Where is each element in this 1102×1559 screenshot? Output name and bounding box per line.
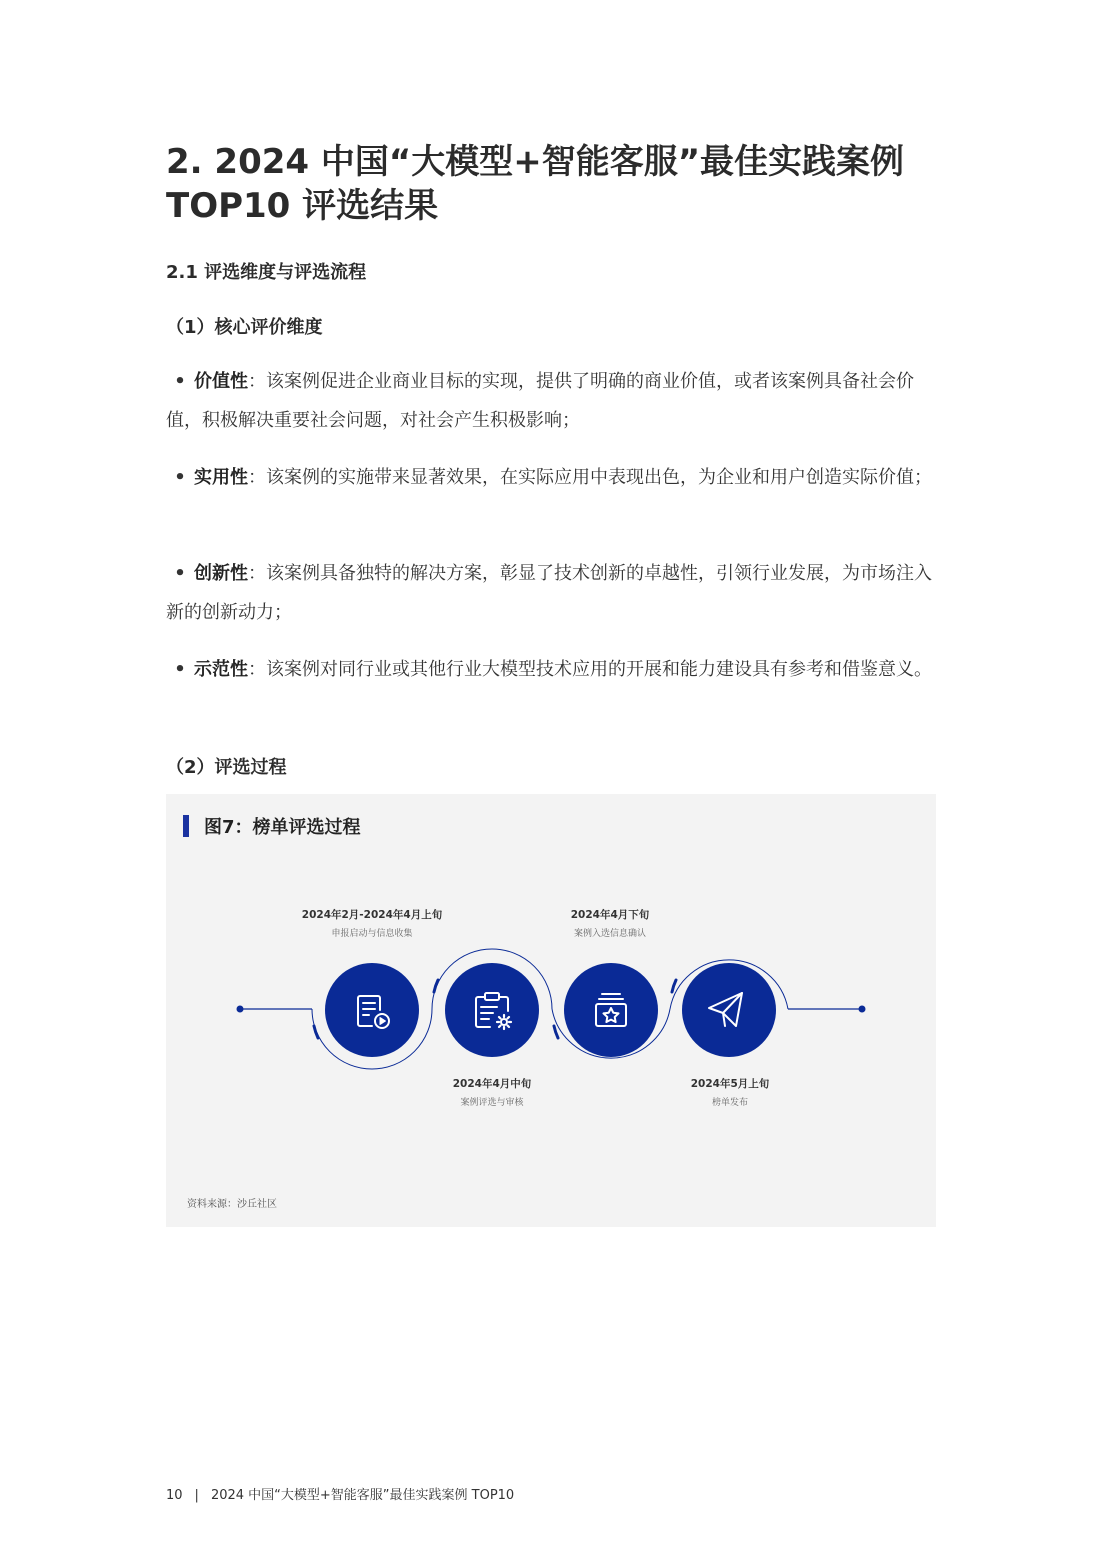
footer-separator: | — [194, 1488, 199, 1503]
step-date-4: 2024年5月上旬 — [690, 1078, 770, 1090]
bullet-dot: • — [174, 467, 186, 488]
step-date-1: 2024年2月-2024年4月上旬 — [301, 909, 443, 921]
step-desc-1: 申报启动与信息收集 — [331, 929, 413, 939]
step-desc-2: 案例评选与审核 — [460, 1098, 524, 1108]
page-title-line1: 2. 2024 中国“大模型+智能客服”最佳实践案例 — [166, 142, 905, 182]
bullet-dot: • — [174, 659, 186, 680]
step-desc-4: 榜单发布 — [711, 1098, 749, 1108]
dimension-text: ：该案例具备独特的解决方案，彰显了技术创新的卓越性，引领行业发展，为市场注入新的创新动力； — [166, 563, 932, 623]
bullet-dot: • — [174, 371, 186, 392]
step-date-3: 2024年4月下旬 — [570, 909, 650, 921]
page-title — [166, 140, 946, 228]
dimension-text: ：该案例的实施带来显著效果，在实际应用中表现出色，为企业和用户创造实际价值； — [248, 467, 932, 488]
step-circle-2 — [445, 963, 539, 1057]
figure-source: 资料来源：沙丘社区 — [187, 1199, 277, 1210]
dimension-term: 实用性 — [194, 467, 248, 488]
dimension-item-demonstration — [166, 650, 938, 689]
dimension-term: 价值性 — [194, 371, 248, 392]
dimension-item-practicality — [166, 458, 938, 497]
section-title: 2.1 评选维度与评选流程 — [166, 262, 367, 283]
process-heading: （2）评选过程 — [166, 757, 287, 778]
footer-text: 2024 中国“大模型+智能客服”最佳实践案例 TOP10 — [210, 1488, 515, 1503]
bullet-dot: • — [174, 563, 186, 584]
step-desc-3: 案例入选信息确认 — [573, 929, 647, 939]
page-number: 10 — [166, 1488, 183, 1503]
dimension-text: ：该案例促进企业商业目标的实现，提供了明确的商业价值，或者该案例具备社会价值，积极解决重要社会问题，对社会产生积极影响； — [166, 371, 914, 431]
timeline-dot-right — [859, 1006, 866, 1013]
dimension-term: 示范性 — [194, 659, 248, 680]
timeline-dot-left — [237, 1006, 244, 1013]
dimension-item-value — [166, 362, 938, 440]
dimension-term: 创新性 — [194, 563, 248, 584]
step-circle-4 — [682, 963, 776, 1057]
dimension-text: ：该案例对同行业或其他行业大模型技术应用的开展和能力建设具有参考和借鉴意义。 — [248, 659, 932, 680]
figure-title: 图7：榜单评选过程 — [204, 817, 361, 838]
dimensions-heading: （1）核心评价维度 — [166, 317, 323, 338]
process-timeline — [166, 794, 936, 1227]
dimension-item-innovation — [166, 554, 938, 632]
step-date-2: 2024年4月中旬 — [452, 1078, 532, 1090]
page-title-line2: TOP10 评选结果 — [166, 186, 439, 226]
page-footer — [166, 1484, 514, 1503]
process-figure — [166, 794, 936, 1227]
